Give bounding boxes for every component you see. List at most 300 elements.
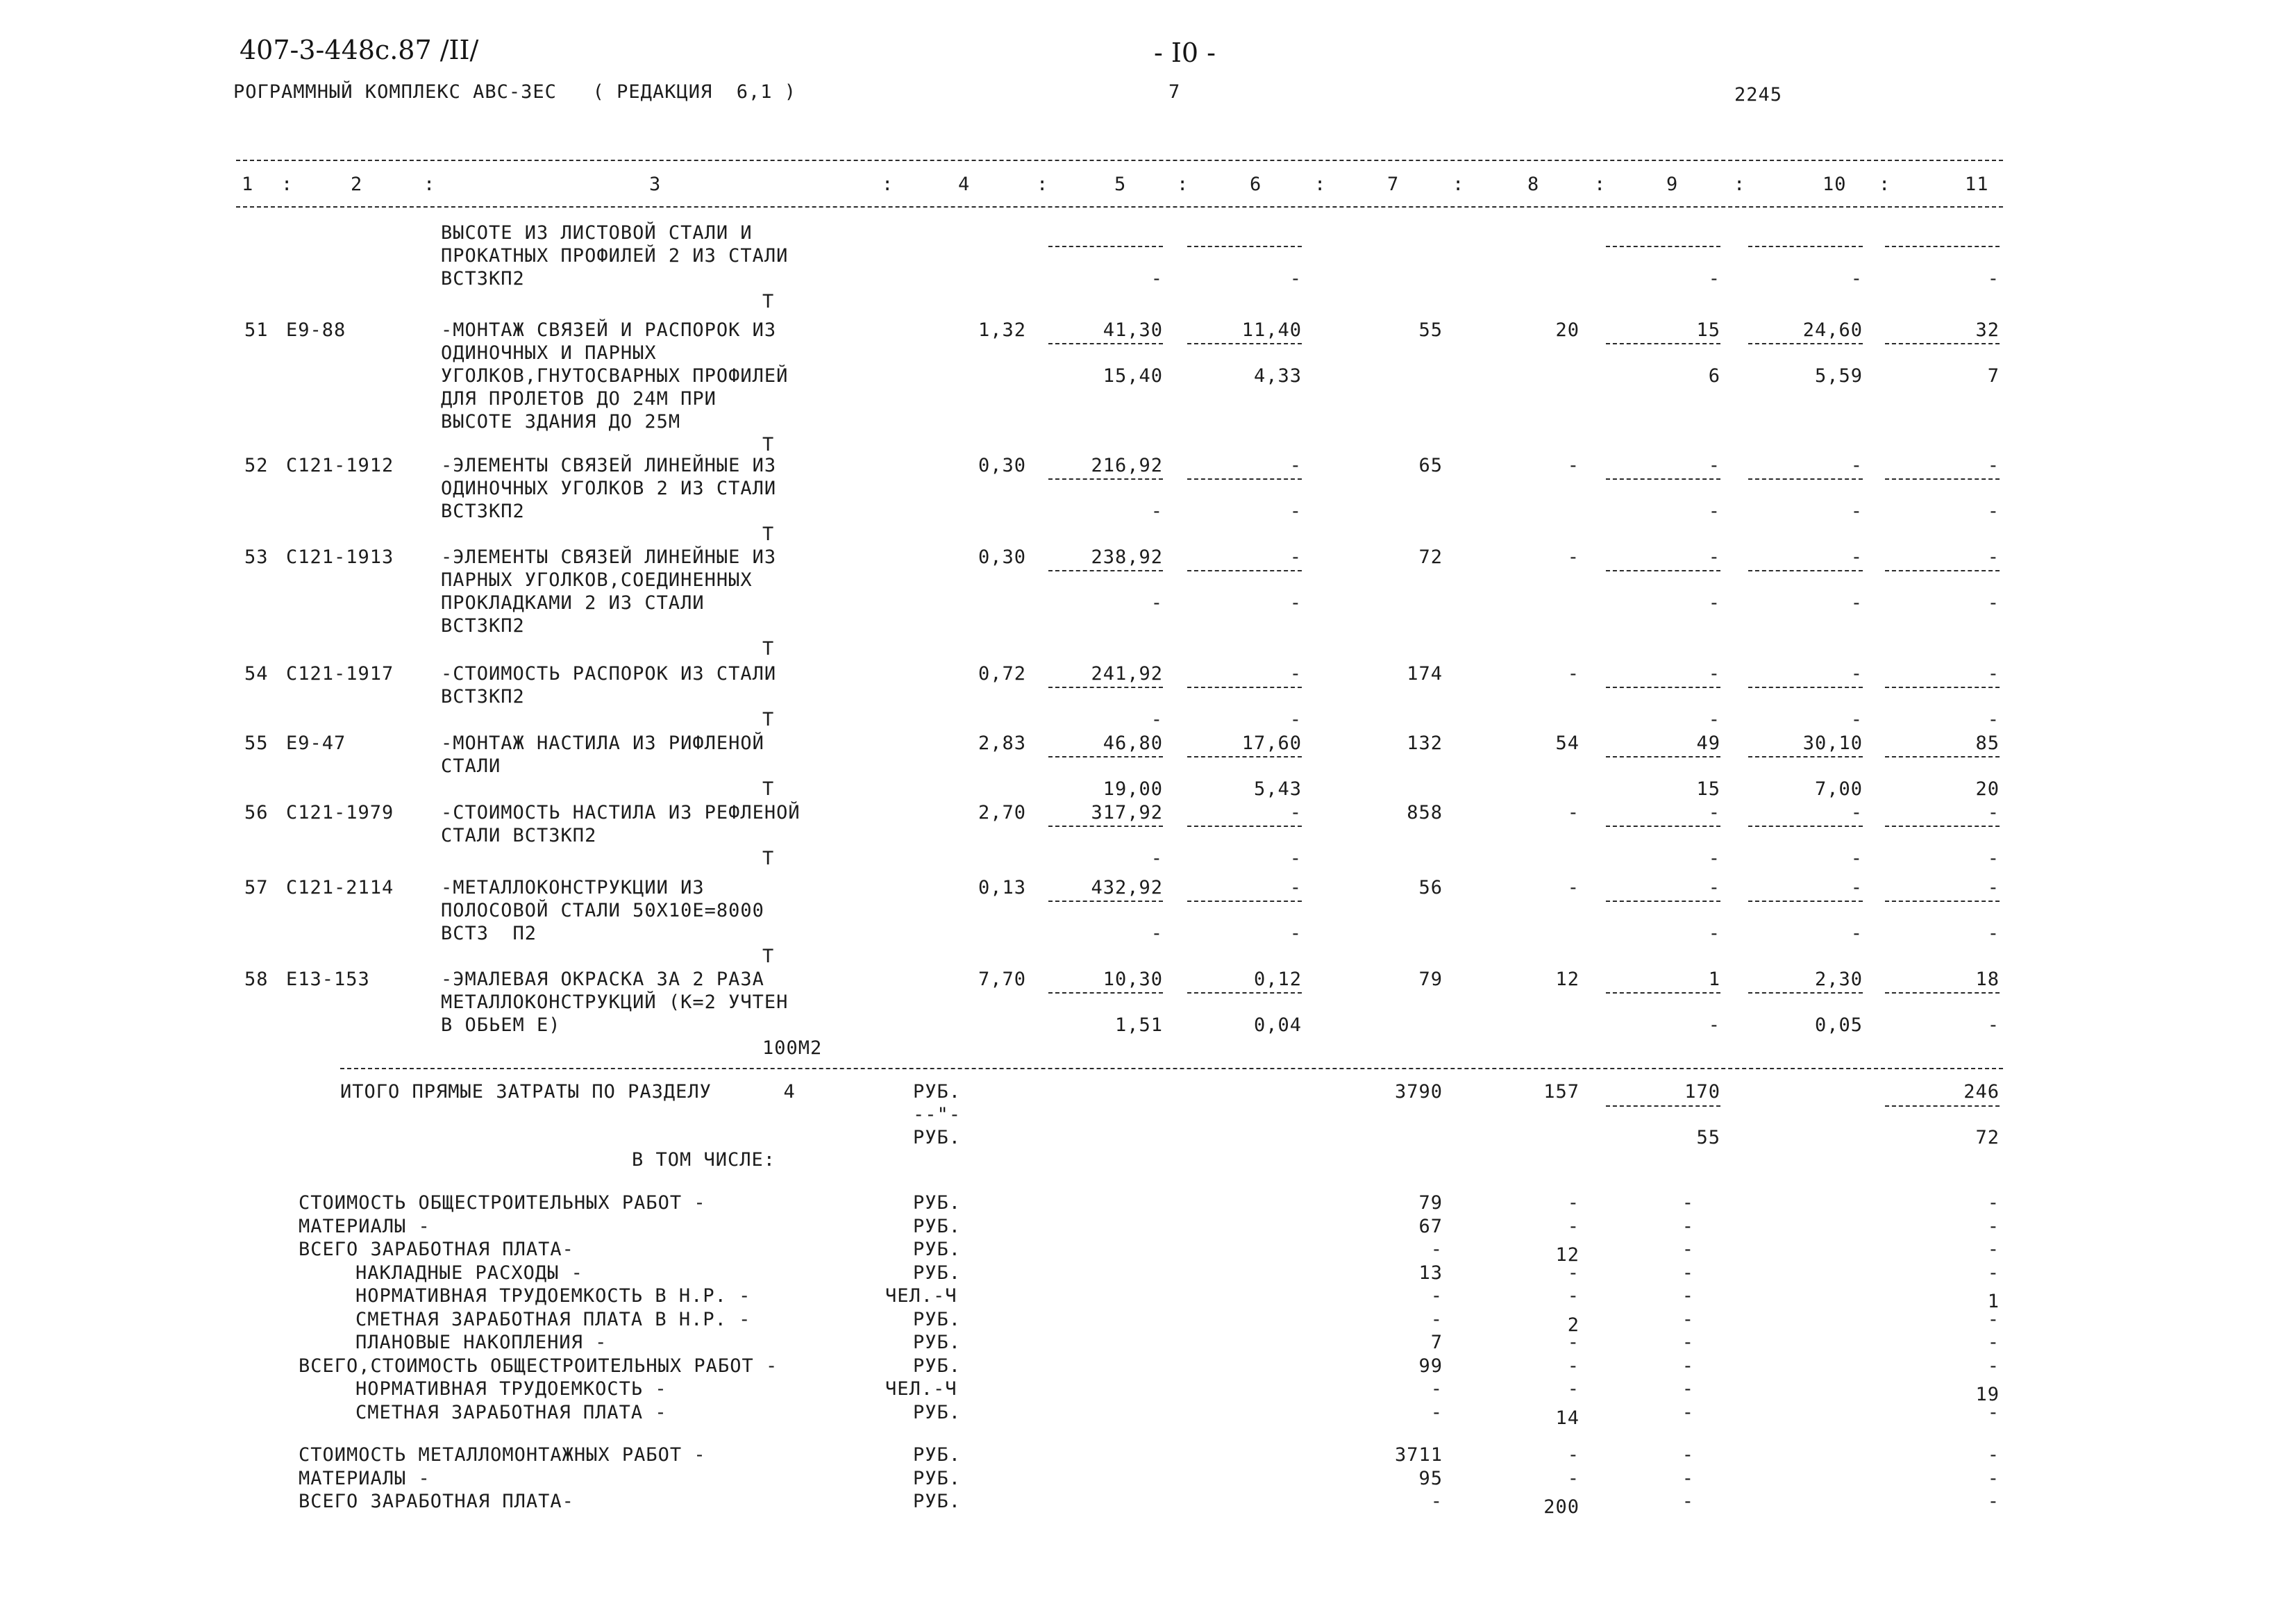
item-sub-rule-c9 (1606, 570, 1720, 571)
breakdown-col11: - (1987, 1444, 2000, 1466)
breakdown-col9: - (1682, 1467, 1694, 1489)
item-sub-rule-c10 (1748, 478, 1863, 480)
totals-unit-sub: РУБ. (913, 1127, 962, 1148)
item-wages: - (1567, 877, 1579, 898)
document-code: 407-3-448с.87 /II/ (240, 35, 479, 65)
item-sub-rule-price (1048, 570, 1163, 571)
breakdown-col7: - (1430, 1285, 1443, 1307)
column-separator: : (281, 174, 294, 195)
item-col10-sub: - (1850, 848, 1863, 869)
item-col11-sub: - (1987, 268, 2000, 290)
item-sub-rule-wage (1187, 826, 1302, 827)
breakdown-col11: - (1987, 1467, 2000, 1489)
item-col11: - (1987, 663, 2000, 685)
item-sub-rule-c11 (1885, 687, 2000, 688)
item-sub-rule-price (1048, 992, 1163, 994)
breakdown-col9: - (1682, 1308, 1694, 1330)
item-sub-rule-c9 (1606, 756, 1720, 757)
item-col10: 2,30 (1814, 969, 1863, 990)
item-wage-sub: - (1289, 268, 1302, 290)
item-col10: - (1850, 802, 1863, 823)
item-quantity: 0,72 (978, 663, 1026, 685)
breakdown-label: МАТЕРИАЛЫ - (299, 1467, 430, 1489)
item-col9: - (1708, 802, 1720, 823)
program-caption: РОГРАММНЫЙ КОМПЛЕКС АВС-3ЕС ( РЕДАКЦИЯ 6,1 ) (233, 81, 797, 103)
column-header-3: 3 (649, 174, 662, 195)
item-unit-wage: - (1289, 802, 1302, 823)
item-number: 52 (244, 455, 269, 476)
item-sub-rule-wage (1187, 570, 1302, 571)
item-quantity: 0,30 (978, 455, 1026, 476)
item-wages: - (1567, 663, 1579, 685)
item-sub-rule-c10 (1748, 343, 1863, 344)
item-description-line: ПОЛОСОВОЙ СТАЛИ 50Х10Е=8000 (441, 900, 764, 921)
breakdown-unit: РУБ. (913, 1332, 962, 1353)
item-description-line: ДЛЯ ПРОЛЕТОВ ДО 24М ПРИ (441, 388, 717, 410)
item-description-line: СТАЛИ (441, 755, 501, 777)
item-number: 57 (244, 877, 269, 898)
item-sub-rule-wage (1187, 343, 1302, 344)
totals-unit-ditto: --"- (913, 1104, 962, 1125)
item-sub-rule-c11 (1885, 826, 2000, 827)
item-col11: 32 (1975, 319, 2000, 341)
breakdown-col11: - (1987, 1239, 2000, 1260)
breakdown-col8: 200 (1543, 1496, 1579, 1518)
column-header-11: 11 (1965, 174, 1989, 195)
item-unit-price: 216,92 (1091, 455, 1163, 476)
item-unit-wage: 17,60 (1241, 733, 1302, 754)
breakdown-col9: - (1682, 1215, 1694, 1237)
breakdown-unit: ЧЕЛ.-Ч (885, 1378, 957, 1400)
item-wage-sub: 0,04 (1253, 1014, 1302, 1036)
column-header-5: 5 (1114, 174, 1127, 195)
item-col10: 30,10 (1802, 733, 1863, 754)
item-col11-sub: 7 (1987, 365, 2000, 387)
item-col11: - (1987, 546, 2000, 568)
item-wages: - (1567, 455, 1579, 476)
breakdown-unit: РУБ. (913, 1192, 962, 1214)
breakdown-col9: - (1682, 1332, 1694, 1353)
column-header-6: 6 (1250, 174, 1262, 195)
breakdown-heading: В ТОМ ЧИСЛЕ: (632, 1149, 776, 1171)
item-sub-rule-price (1048, 478, 1163, 480)
item-sub-rule-price (1048, 901, 1163, 902)
item-unit: 100М2 (762, 1037, 823, 1059)
item-description-line: МЕТАЛЛОКОНСТРУКЦИЙ (К=2 УЧТЕН (441, 991, 789, 1013)
column-separator: : (1314, 174, 1327, 195)
item-quantity: 2,70 (978, 802, 1026, 823)
item-description-line: ВСТ3 П2 (441, 923, 537, 944)
item-col10: - (1850, 663, 1863, 685)
page-number: - I0 - (1154, 37, 1216, 68)
item-sub-rule-wage (1187, 992, 1302, 994)
item-col11: - (1987, 802, 2000, 823)
breakdown-label: СТОИМОСТЬ ОБЩЕСТРОИТЕЛЬНЫХ РАБОТ - (299, 1192, 706, 1214)
item-description-line: ВСТ3КП2 (441, 501, 525, 522)
item-wage-sub: - (1289, 923, 1302, 944)
breakdown-col8: - (1567, 1467, 1579, 1489)
item-price-sub: 1,51 (1114, 1014, 1163, 1036)
breakdown-col11: - (1987, 1332, 2000, 1353)
breakdown-col9: - (1682, 1378, 1694, 1400)
breakdown-col8: - (1567, 1192, 1579, 1214)
breakdown-label: ВСЕГО ЗАРАБОТНАЯ ПЛАТА- (299, 1491, 574, 1512)
item-unit: Т (762, 434, 775, 455)
breakdown-col9: - (1682, 1444, 1694, 1466)
breakdown-col8: 12 (1555, 1244, 1579, 1266)
breakdown-label: ВСЕГО,СТОИМОСТЬ ОБЩЕСТРОИТЕЛЬНЫХ РАБОТ - (299, 1355, 778, 1377)
item-sub-rule-c10 (1748, 756, 1863, 757)
item-wage-sub: - (1289, 501, 1302, 522)
item-col11: - (1987, 877, 2000, 898)
item-col10-sub: 0,05 (1814, 1014, 1863, 1036)
item-description-line: -ЭЛЕМЕНТЫ СВЯЗЕЙ ЛИНЕЙНЫЕ ИЗ (441, 546, 777, 568)
item-description-line: ПРОКЛАДКАМИ 2 ИЗ СТАЛИ (441, 592, 705, 614)
item-quantity: 0,13 (978, 877, 1026, 898)
item-description-line: -МОНТАЖ СВЯЗЕЙ И РАСПОРОК ИЗ (441, 319, 777, 341)
item-code: Е13-153 (286, 969, 370, 990)
item-number: 54 (244, 663, 269, 685)
breakdown-label: СМЕТНАЯ ЗАРАБОТНАЯ ПЛАТА - (355, 1401, 667, 1423)
breakdown-col11: - (1987, 1355, 2000, 1377)
breakdown-col7: 13 (1418, 1262, 1443, 1284)
breakdown-col9: - (1682, 1239, 1694, 1260)
column-separator: : (1177, 174, 1189, 195)
item-col9-sub: - (1708, 848, 1720, 869)
totals-col9: 170 (1684, 1081, 1720, 1103)
breakdown-col8: - (1567, 1262, 1579, 1284)
column-header-1: 1 (242, 174, 254, 195)
item-unit: Т (762, 709, 775, 730)
item-wage-sub: - (1289, 709, 1302, 730)
item-number: 53 (244, 546, 269, 568)
breakdown-col8: 14 (1555, 1407, 1579, 1429)
item-price-sub: 19,00 (1103, 778, 1163, 800)
breakdown-label: НАКЛАДНЫЕ РАСХОДЫ - (355, 1262, 583, 1284)
item-unit-wage: - (1289, 455, 1302, 476)
item-description-line: -ЭЛЕМЕНТЫ СВЯЗЕЙ ЛИНЕЙНЫЕ ИЗ (441, 455, 777, 476)
item-col9-sub: - (1708, 592, 1720, 614)
item-description-line: -ЭМАЛЕВАЯ ОКРАСКА ЗА 2 РАЗА (441, 969, 764, 990)
breakdown-col8: - (1567, 1378, 1579, 1400)
item-col9-sub: - (1708, 923, 1720, 944)
breakdown-label: НОРМАТИВНАЯ ТРУДОЕМКОСТЬ - (355, 1378, 667, 1400)
breakdown-unit: РУБ. (913, 1491, 962, 1512)
item-sub-rule-c9 (1606, 992, 1720, 994)
item-number: 56 (244, 802, 269, 823)
item-col11-sub: - (1987, 848, 2000, 869)
column-header-9: 9 (1666, 174, 1679, 195)
breakdown-unit: РУБ. (913, 1308, 962, 1330)
item-sub-rule-c9 (1606, 246, 1720, 247)
item-code: Е9-88 (286, 319, 346, 341)
item-description-line: ВСТ3КП2 (441, 268, 525, 290)
breakdown-col7: 3711 (1394, 1444, 1443, 1466)
breakdown-col9: - (1682, 1285, 1694, 1307)
totals-rule (340, 1068, 2003, 1069)
item-sub-rule-wage (1187, 756, 1302, 757)
item-code: С121-2114 (286, 877, 394, 898)
item-sub-rule-c9 (1606, 826, 1720, 827)
item-col10: - (1850, 455, 1863, 476)
item-unit: Т (762, 524, 775, 545)
breakdown-col7: 79 (1418, 1192, 1443, 1214)
item-col11-sub: - (1987, 709, 2000, 730)
column-separator: : (1594, 174, 1607, 195)
item-number: 51 (244, 319, 269, 341)
item-col9-sub: - (1708, 709, 1720, 730)
item-unit: Т (762, 778, 775, 800)
item-quantity: 1,32 (978, 319, 1026, 341)
breakdown-col11: 19 (1975, 1384, 2000, 1405)
column-separator: : (1452, 174, 1465, 195)
item-code: С121-1912 (286, 455, 394, 476)
item-unit-wage: 11,40 (1241, 319, 1302, 341)
item-sub-rule-price (1048, 343, 1163, 344)
item-wage-sub: - (1289, 592, 1302, 614)
item-unit-wage: 0,12 (1253, 969, 1302, 990)
item-quantity: 2,83 (978, 733, 1026, 754)
breakdown-col7: - (1430, 1308, 1443, 1330)
item-total-cost: 65 (1418, 455, 1443, 476)
item-sub-rule-c9 (1606, 478, 1720, 480)
breakdown-label: ВСЕГО ЗАРАБОТНАЯ ПЛАТА- (299, 1239, 574, 1260)
column-header-4: 4 (958, 174, 971, 195)
column-header-7: 7 (1387, 174, 1400, 195)
item-description-line: -СТОИМОСТЬ РАСПОРОК ИЗ СТАЛИ (441, 663, 777, 685)
item-description-line: ОДИНОЧНЫХ УГОЛКОВ 2 ИЗ СТАЛИ (441, 478, 777, 499)
item-col10-sub: - (1850, 268, 1863, 290)
breakdown-unit: РУБ. (913, 1355, 962, 1377)
item-sub-rule-c9 (1606, 901, 1720, 902)
column-header-2: 2 (351, 174, 363, 195)
item-description-line: ВСТ3КП2 (441, 615, 525, 637)
item-col11-sub: - (1987, 592, 2000, 614)
item-sub-rule-wage (1187, 478, 1302, 480)
breakdown-col7: 99 (1418, 1355, 1443, 1377)
item-sub-rule-c10 (1748, 246, 1863, 247)
breakdown-col9: - (1682, 1192, 1694, 1214)
item-unit-price: 238,92 (1091, 546, 1163, 568)
breakdown-label: СТОИМОСТЬ МЕТАЛЛОМОНТАЖНЫХ РАБОТ - (299, 1444, 706, 1466)
breakdown-label: СМЕТНАЯ ЗАРАБОТНАЯ ПЛАТА В Н.Р. - (355, 1308, 751, 1330)
breakdown-label: ПЛАНОВЫЕ НАКОПЛЕНИЯ - (355, 1332, 607, 1353)
item-sub-rule-c11 (1885, 992, 2000, 994)
item-sub-rule-c11 (1885, 246, 2000, 247)
item-col10-sub: 7,00 (1814, 778, 1863, 800)
item-unit-price: 41,30 (1103, 319, 1163, 341)
item-unit-price: 432,92 (1091, 877, 1163, 898)
item-total-cost: 132 (1407, 733, 1443, 754)
item-total-cost: 858 (1407, 802, 1443, 823)
item-col9: - (1708, 455, 1720, 476)
item-description-line: ВЫСОТЕ ИЗ ЛИСТОВОЙ СТАЛИ И (441, 222, 753, 244)
breakdown-col11: - (1987, 1262, 2000, 1284)
item-unit-price: 10,30 (1103, 969, 1163, 990)
breakdown-col7: - (1430, 1239, 1443, 1260)
item-col11-sub: - (1987, 501, 2000, 522)
column-header-10: 10 (1822, 174, 1847, 195)
item-description-line: -СТОИМОСТЬ НАСТИЛА ИЗ РЕФЛЕНОЙ (441, 802, 801, 823)
item-col11: - (1987, 455, 2000, 476)
item-sub-rule-wage (1187, 901, 1302, 902)
totals-col11: 246 (1963, 1081, 2000, 1103)
breakdown-unit: РУБ. (913, 1444, 962, 1466)
item-unit-wage: - (1289, 877, 1302, 898)
item-sub-rule-price (1048, 756, 1163, 757)
item-description-line: ОДИНОЧНЫХ И ПАРНЫХ (441, 342, 657, 364)
item-description-line: ВЫСОТЕ ЗДАНИЯ ДО 25М (441, 411, 681, 433)
column-separator: : (424, 174, 436, 195)
item-sub-rule-wage (1187, 246, 1302, 247)
item-wages: - (1567, 802, 1579, 823)
item-col9: 15 (1696, 319, 1720, 341)
item-sub-rule-c11 (1885, 756, 2000, 757)
item-code: С121-1917 (286, 663, 394, 685)
breakdown-col8: - (1567, 1355, 1579, 1377)
estimate-code: 2245 (1734, 84, 1783, 106)
totals-col11-sub: 72 (1975, 1127, 2000, 1148)
item-col11-sub: - (1987, 1014, 2000, 1036)
sheet-number: 7 (1168, 81, 1181, 103)
item-col11-sub: 20 (1975, 778, 2000, 800)
breakdown-col7: - (1430, 1491, 1443, 1512)
item-col11: 18 (1975, 969, 2000, 990)
table-top-rule (236, 160, 2003, 161)
item-quantity: 7,70 (978, 969, 1026, 990)
item-sub-rule-price (1048, 246, 1163, 247)
totals-col7: 3790 (1394, 1081, 1443, 1103)
item-wages: - (1567, 546, 1579, 568)
item-sub-rule-c11 (1885, 478, 2000, 480)
breakdown-col11: - (1987, 1401, 2000, 1423)
column-header-8: 8 (1527, 174, 1540, 195)
item-description-line: СТАЛИ ВСТ3КП2 (441, 825, 597, 846)
column-separator: : (1879, 174, 1891, 195)
breakdown-unit: РУБ. (913, 1215, 962, 1237)
breakdown-label: МАТЕРИАЛЫ - (299, 1215, 430, 1237)
item-code: Е9-47 (286, 733, 346, 754)
item-wage-sub: 5,43 (1253, 778, 1302, 800)
item-total-cost: 174 (1407, 663, 1443, 685)
breakdown-unit: ЧЕЛ.-Ч (885, 1285, 957, 1307)
column-separator: : (1037, 174, 1049, 195)
item-total-cost: 72 (1418, 546, 1443, 568)
table-header-rule (236, 206, 2003, 208)
item-sub-rule-c11 (1885, 570, 2000, 571)
item-sub-rule-c11 (1885, 343, 2000, 344)
item-col9-sub: - (1708, 1014, 1720, 1036)
item-description-line: -МОНТАЖ НАСТИЛА ИЗ РИФЛЕНОЙ (441, 733, 764, 754)
item-sub-rule-c10 (1748, 570, 1863, 571)
item-wage-sub: - (1289, 848, 1302, 869)
item-wage-sub: 4,33 (1253, 365, 1302, 387)
item-col10: - (1850, 877, 1863, 898)
breakdown-col11: - (1987, 1491, 2000, 1512)
breakdown-col8: - (1567, 1332, 1579, 1353)
item-price-sub: - (1150, 923, 1163, 944)
totals-label: ИТОГО ПРЯМЫЕ ЗАТРАТЫ ПО РАЗДЕЛУ 4 (340, 1081, 796, 1103)
item-sub-rule-c9 (1606, 343, 1720, 344)
item-price-sub: 15,40 (1103, 365, 1163, 387)
item-price-sub: - (1150, 501, 1163, 522)
breakdown-col9: - (1682, 1401, 1694, 1423)
breakdown-col9: - (1682, 1262, 1694, 1284)
breakdown-col8: - (1567, 1215, 1579, 1237)
item-col9-sub: - (1708, 501, 1720, 522)
item-description-line: -МЕТАЛЛОКОНСТРУКЦИИ ИЗ (441, 877, 705, 898)
item-col10-sub: 5,59 (1814, 365, 1863, 387)
item-description-line: ПРОКАТНЫХ ПРОФИЛЕЙ 2 ИЗ СТАЛИ (441, 245, 789, 267)
item-col9: - (1708, 877, 1720, 898)
item-col9-sub: 15 (1696, 778, 1720, 800)
item-number: 55 (244, 733, 269, 754)
item-col9-sub: 6 (1708, 365, 1720, 387)
item-total-cost: 56 (1418, 877, 1443, 898)
item-number: 58 (244, 969, 269, 990)
item-price-sub: - (1150, 268, 1163, 290)
breakdown-col7: 67 (1418, 1215, 1443, 1237)
breakdown-col9: - (1682, 1355, 1694, 1377)
breakdown-label: НОРМАТИВНАЯ ТРУДОЕМКОСТЬ В Н.Р. - (355, 1285, 751, 1307)
item-sub-rule-price (1048, 687, 1163, 688)
breakdown-col11: - (1987, 1215, 2000, 1237)
item-price-sub: - (1150, 592, 1163, 614)
breakdown-col7: 95 (1418, 1467, 1443, 1489)
column-separator: : (1734, 174, 1746, 195)
totals-col8: 157 (1543, 1081, 1579, 1103)
item-col10-sub: - (1850, 923, 1863, 944)
item-unit: Т (762, 946, 775, 967)
item-col10: - (1850, 546, 1863, 568)
item-description-line: В ОБЬЕМ Е) (441, 1014, 561, 1036)
breakdown-col8: 2 (1567, 1314, 1579, 1336)
breakdown-col11: - (1987, 1192, 2000, 1214)
item-col9: - (1708, 663, 1720, 685)
item-total-cost: 55 (1418, 319, 1443, 341)
item-unit-price: 241,92 (1091, 663, 1163, 685)
breakdown-col7: - (1430, 1378, 1443, 1400)
item-description-line: ВСТ3КП2 (441, 686, 525, 708)
item-quantity: 0,30 (978, 546, 1026, 568)
item-code: С121-1913 (286, 546, 394, 568)
breakdown-unit: РУБ. (913, 1262, 962, 1284)
item-total-cost: 79 (1418, 969, 1443, 990)
breakdown-col8: - (1567, 1285, 1579, 1307)
column-separator: : (882, 174, 894, 195)
breakdown-col11: 1 (1987, 1291, 2000, 1312)
breakdown-col7: 7 (1430, 1332, 1443, 1353)
item-col11: 85 (1975, 733, 2000, 754)
breakdown-col9: - (1682, 1491, 1694, 1512)
item-sub-rule-price (1048, 826, 1163, 827)
breakdown-col7: - (1430, 1401, 1443, 1423)
item-description-line: ПАРНЫХ УГОЛКОВ,СОЕДИНЕННЫХ (441, 569, 753, 591)
item-sub-rule-wage (1187, 687, 1302, 688)
totals-col9-sub: 55 (1696, 1127, 1720, 1148)
item-col10: 24,60 (1802, 319, 1863, 341)
breakdown-col11: - (1987, 1308, 2000, 1330)
item-col9: - (1708, 546, 1720, 568)
item-unit-price: 46,80 (1103, 733, 1163, 754)
item-sub-rule-c11 (1885, 901, 2000, 902)
totals-sub-rule (1606, 1105, 1720, 1107)
item-wages: 12 (1555, 969, 1579, 990)
item-sub-rule-c10 (1748, 826, 1863, 827)
item-unit-wage: - (1289, 663, 1302, 685)
breakdown-unit: РУБ. (913, 1467, 962, 1489)
item-price-sub: - (1150, 848, 1163, 869)
